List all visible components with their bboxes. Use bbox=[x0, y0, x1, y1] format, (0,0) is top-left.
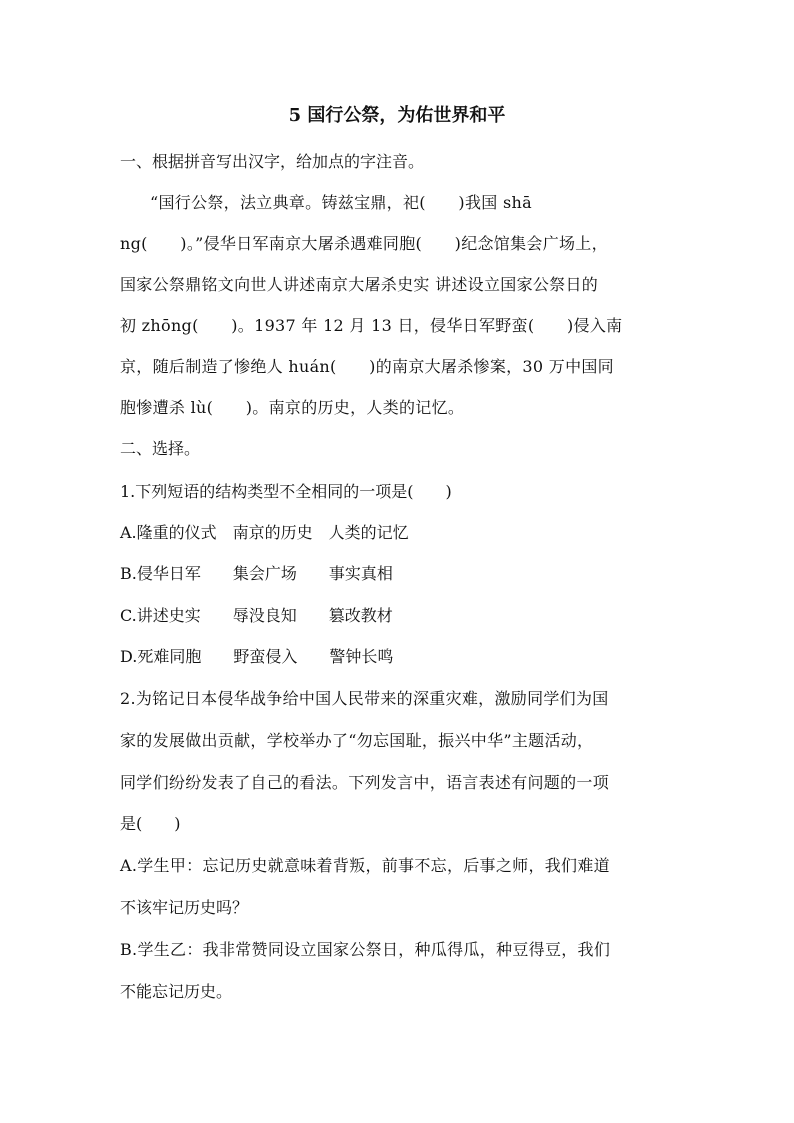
question-2-option-a: A.学生甲：忘记历史就意味着背叛，前事不忘，后事之师，我们难道 bbox=[120, 856, 610, 875]
section2-heading: 二、选择。 bbox=[120, 439, 201, 458]
question-1-option-c: C.讲述史实 辱没良知 篡改教材 bbox=[120, 606, 393, 625]
passage-line: 初 zhōng( )。1937 年 12 月 13 日，侵华日军野蛮( )侵入南 bbox=[120, 316, 623, 335]
page-title: 5 国行公祭，为佑世界和平 bbox=[288, 105, 506, 126]
passage-line: 国家公祭鼎铭文向世人讲述南京大屠杀史实 讲述设立国家公祭日的 bbox=[120, 275, 599, 294]
question-2-option-b: B.学生乙：我非常赞同设立国家公祭日，种瓜得瓜，种豆得豆，我们 bbox=[120, 940, 611, 959]
question-2-stem-line: 是( ) bbox=[120, 814, 181, 833]
question-1-option-b: B.侵华日军 集会广场 事实真相 bbox=[120, 564, 393, 583]
passage-line: “国行公祭，法立典章。铸兹宝鼎，祀( )我国 shā bbox=[150, 193, 532, 212]
question-1-option-d: D.死难同胞 野蛮侵入 警钟长鸣 bbox=[120, 647, 394, 666]
question-2-stem-line: 2.为铭记日本侵华战争给中国人民带来的深重灾难，激励同学们为国 bbox=[120, 689, 609, 708]
question-1-stem: 1.下列短语的结构类型不全相同的一项是( ) bbox=[120, 482, 452, 501]
question-2-option-a-cont: 不该牢记历史吗？ bbox=[120, 898, 249, 917]
passage-line: 胞惨遭杀 lù( )。南京的历史，人类的记忆。 bbox=[120, 398, 465, 417]
passage-line: ng( )。”侵华日军南京大屠杀遇难同胞( )纪念馆集会广场上， bbox=[120, 234, 608, 253]
question-2-option-b-cont: 不能忘记历史。 bbox=[120, 982, 233, 1001]
section1-heading: 一、根据拼音写出汉字，给加点的字注音。 bbox=[120, 152, 425, 171]
question-2-stem-line: 家的发展做出贡献，学校举办了“勿忘国耻，振兴中华”主题活动， bbox=[120, 731, 594, 750]
question-2-stem-line: 同学们纷纷发表了自己的看法。下列发言中，语言表述有问题的一项 bbox=[120, 773, 610, 792]
passage-line: 京，随后制造了惨绝人 huán( )的南京大屠杀惨案，30 万中国同 bbox=[120, 357, 614, 376]
question-1-option-a: A.隆重的仪式 南京的历史 人类的记忆 bbox=[120, 523, 409, 542]
